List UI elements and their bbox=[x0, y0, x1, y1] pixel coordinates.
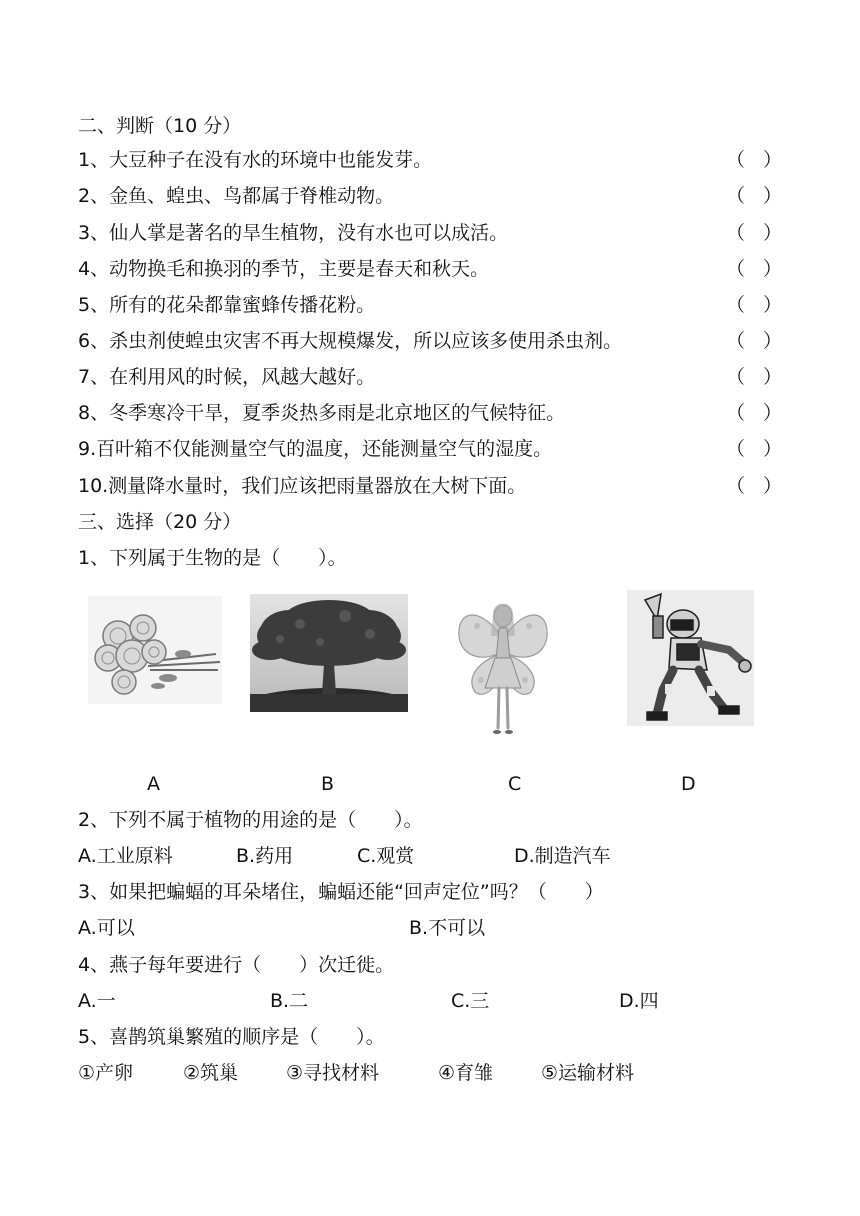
judgement-item-4: 4、动物换毛和换羽的季节，主要是春天和秋天。 bbox=[78, 258, 490, 280]
judgement-item-5: 5、所有的花朵都靠蜜蜂传播花粉。 bbox=[78, 294, 376, 316]
flower-bouquet-icon[interactable] bbox=[88, 596, 222, 704]
section3-title: 三、选择（20 分） bbox=[78, 511, 242, 533]
question-1: 1、下列属于生物的是（ ）。 bbox=[78, 547, 347, 569]
judgement-item-1: 1、大豆种子在没有水的环境中也能发芽。 bbox=[78, 149, 433, 171]
answer-blank-10[interactable]: （ ） bbox=[726, 475, 782, 497]
answer-blank-6[interactable]: （ ） bbox=[726, 330, 782, 352]
q4-option-b[interactable]: B.二 bbox=[270, 990, 309, 1012]
answer-blank-4[interactable]: （ ） bbox=[726, 258, 782, 280]
q4-option-a[interactable]: A.一 bbox=[78, 990, 116, 1012]
answer-blank-5[interactable]: （ ） bbox=[726, 294, 782, 316]
fairy-doll-icon[interactable] bbox=[455, 596, 551, 738]
answer-blank-8[interactable]: （ ） bbox=[726, 402, 782, 424]
answer-blank-3[interactable]: （ ） bbox=[726, 222, 782, 244]
judgement-item-8: 8、冬季寒冷干旱，夏季炎热多雨是北京地区的气候特征。 bbox=[78, 402, 566, 424]
q4-option-d[interactable]: D.四 bbox=[619, 990, 659, 1012]
q2-option-b[interactable]: B.药用 bbox=[236, 845, 294, 867]
option-label-d: D bbox=[681, 773, 696, 795]
option-label-c: C bbox=[508, 773, 522, 795]
q2-option-a[interactable]: A.工业原料 bbox=[78, 845, 173, 867]
judgement-item-7: 7、在利用风的时候，风越大越好。 bbox=[78, 366, 376, 388]
question-3: 3、如果把蝙蝠的耳朵堵住，蝙蝠还能“回声定位”吗？（ ） bbox=[78, 881, 604, 903]
tree-icon[interactable] bbox=[250, 594, 408, 712]
option-label-a: A bbox=[147, 773, 160, 795]
answer-blank-1[interactable]: （ ） bbox=[726, 149, 782, 171]
q5-step-2: ②筑巢 bbox=[183, 1062, 239, 1084]
q5-step-5: ⑤运输材料 bbox=[541, 1062, 635, 1084]
q2-option-c[interactable]: C.观赏 bbox=[357, 845, 415, 867]
judgement-item-9: 9.百叶箱不仅能测量空气的温度，还能测量空气的湿度。 bbox=[78, 438, 553, 460]
question-4: 4、燕子每年要进行（ ）次迁徙。 bbox=[78, 954, 395, 976]
judgement-item-10: 10.测量降水量时，我们应该把雨量器放在大树下面。 bbox=[78, 475, 527, 497]
option-label-b: B bbox=[321, 773, 335, 795]
judgement-item-2: 2、金鱼、蝗虫、鸟都属于脊椎动物。 bbox=[78, 185, 395, 207]
q3-option-a[interactable]: A.可以 bbox=[78, 917, 135, 939]
question-5: 5、喜鹊筑巢繁殖的顺序是（ ）。 bbox=[78, 1026, 385, 1048]
q5-step-3: ③寻找材料 bbox=[286, 1062, 380, 1084]
q5-step-4: ④育雏 bbox=[438, 1062, 494, 1084]
answer-blank-7[interactable]: （ ） bbox=[726, 366, 782, 388]
robot-icon[interactable] bbox=[627, 590, 754, 726]
q5-step-1: ①产卵 bbox=[78, 1062, 134, 1084]
section2-title: 二、判断（10 分） bbox=[78, 115, 242, 137]
q2-option-d[interactable]: D.制造汽车 bbox=[514, 845, 611, 867]
q3-option-b[interactable]: B.不可以 bbox=[409, 917, 486, 939]
question-2: 2、下列不属于植物的用途的是（ ）。 bbox=[78, 809, 423, 831]
q4-option-c[interactable]: C.三 bbox=[451, 990, 490, 1012]
judgement-item-6: 6、杀虫剂使蝗虫灾害不再大规模爆发，所以应该多使用杀虫剂。 bbox=[78, 330, 623, 352]
judgement-item-3: 3、仙人掌是著名的旱生植物，没有水也可以成活。 bbox=[78, 222, 509, 244]
answer-blank-2[interactable]: （ ） bbox=[726, 185, 782, 207]
answer-blank-9[interactable]: （ ） bbox=[726, 438, 782, 460]
